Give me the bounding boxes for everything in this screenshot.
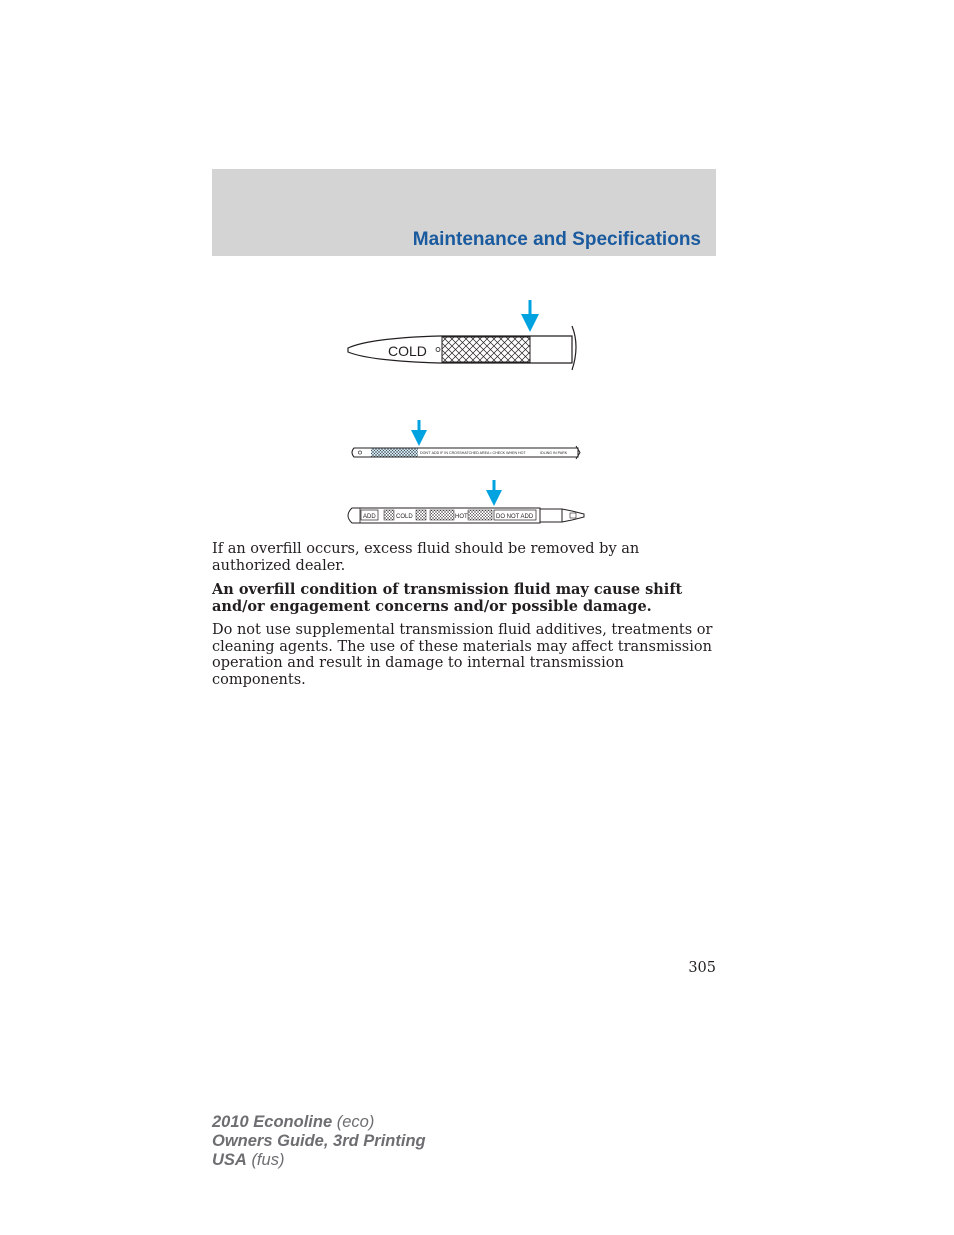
dipstick-band	[352, 420, 580, 459]
header-band	[212, 169, 716, 256]
dipstick-range	[348, 480, 584, 523]
range-hot-label: HOT	[455, 514, 468, 520]
dipstick-illustration	[340, 290, 600, 530]
range-add-label: ADD	[363, 514, 376, 520]
arrow-icon	[521, 300, 539, 332]
band-text-left: DON'T ADD IF IN CROSSHATCHED AREA • CHECK WHEN HOT	[420, 451, 526, 455]
arrow-icon	[486, 480, 502, 506]
footer-region: USA	[212, 1151, 247, 1169]
page-number: 305	[688, 960, 716, 976]
range-cold-label: COLD	[396, 514, 413, 520]
footer-region-code: (fus)	[251, 1151, 285, 1169]
footer	[212, 1113, 426, 1170]
footer-guide: Owners Guide, 3rd Printing	[212, 1132, 426, 1150]
dipstick-cold-label: COLD	[388, 343, 427, 359]
band-text-right: IDLING IN PARK	[540, 451, 568, 455]
crosshatch-zone	[442, 337, 530, 362]
overfill-warning: An overfill condition of transmission fluid may cause shift and/or engagement concerns and/or possible damage.	[212, 581, 683, 615]
dipstick-cold	[348, 300, 576, 370]
dipstick-figure	[340, 290, 600, 530]
overfill-paragraph: If an overfill occurs, excess fluid should be removed by an authorized dealer.	[212, 541, 640, 574]
section-title: Maintenance and Specifications	[412, 229, 701, 250]
arrow-icon	[411, 420, 427, 446]
range-do-not-add-label: DO NOT ADD	[496, 514, 534, 520]
footer-model: 2010 Econoline	[212, 1113, 333, 1131]
additives-paragraph: Do not use supplemental transmission fluid additives, treatments or cleaning agents. The use of these materials may affect transmission operation and result in damage to internal transmission components.	[212, 622, 713, 688]
footer-model-code: (eco)	[336, 1113, 375, 1131]
